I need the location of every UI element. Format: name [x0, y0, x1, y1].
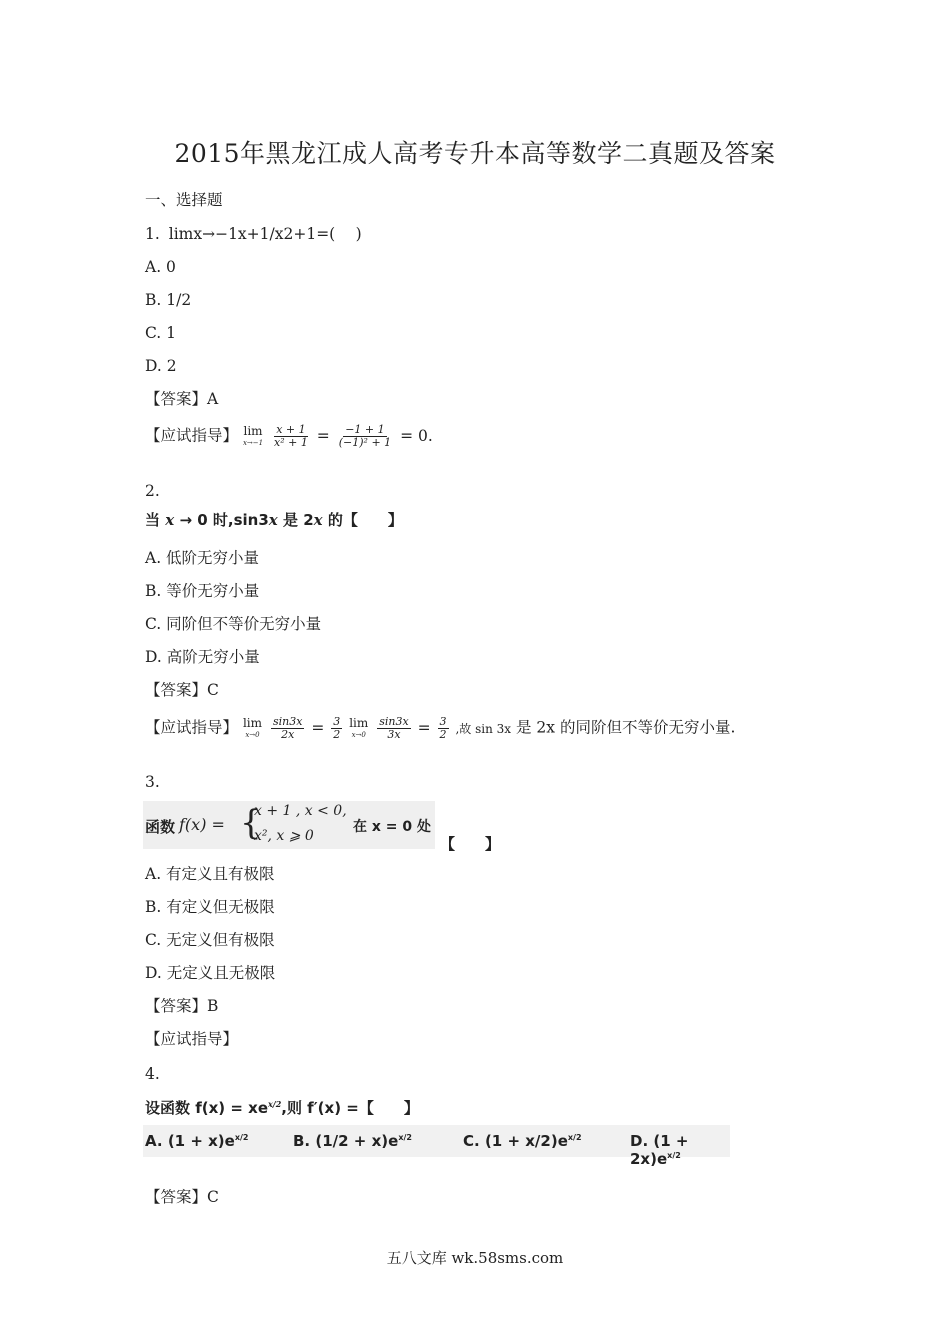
q2-answer: 【答案】C [145, 681, 219, 699]
q2-option-b: B. 等价无穷小量 [145, 582, 260, 600]
q2-option-a: A. 低阶无穷小量 [145, 549, 260, 567]
question-number: 1. [145, 225, 160, 243]
guide-conclusion: 是 2x 的同阶但不等价无穷小量. [516, 718, 736, 737]
question-2-stem: 当 x → 0 时,sin3x 是 2x 的【 】 [145, 511, 403, 529]
q3-option-c: C. 无定义但有极限 [145, 931, 275, 949]
question-3-number: 3. [145, 773, 160, 791]
q2-guide [145, 716, 735, 741]
q1-option-b: B. 1/2 [145, 291, 192, 309]
question-2-number: 2. [145, 482, 160, 500]
q3-bracket: 【 】 [440, 835, 501, 853]
question-4-stem: 设函数 $f(x) = xe^{x/2}$,则 f′(x) =【 】 [145, 1099, 419, 1117]
q3-guide: 【应试指导】 [145, 1030, 239, 1048]
question-4-number: 4. [145, 1065, 160, 1083]
question-3-formula-image: 函数 f(x) = { x + 1 , x < 0, x², x ⩾ 0 在 x = 0 处 [143, 801, 435, 849]
q2-option-c: C. 同阶但不等价无穷小量 [145, 615, 322, 633]
q1-answer: 【答案】A [145, 390, 219, 408]
q1-guide [145, 424, 433, 449]
guide-formula: lim x→0 $\frac{\sin 3x}{2x}$ = $\frac{3}{2}$ lim x→0 $\frac{\sin 3x}{3x}$ = $\frac{3}{2}$ ,故 sin 3x [242, 715, 512, 741]
page-footer: 五八文库 wk.58sms.com [386, 1249, 564, 1267]
question-4-choices-image [143, 1125, 730, 1168]
q3-option-a: A. 有定义且有极限 [145, 865, 275, 883]
q4-answer: 【答案】C [145, 1188, 219, 1206]
q4-choice-a: A. $(1 + x)e^{x/2}$ [145, 1132, 249, 1150]
guide-label: 【应试指导】 [145, 426, 239, 445]
guide-label: 【应试指导】 [145, 718, 239, 737]
q1-option-d: D. 2 [145, 357, 177, 375]
q1-option-a: A. 0 [145, 258, 176, 276]
guide-formula: lim x→−1 $\frac{x + 1}{\text{x² + 1}}$ = $\frac{-1 + 1}{\text{(−1)² + 1}}$ = 0. [242, 423, 433, 449]
question-text: limx→−1x+1/x2+1=( ) [168, 225, 362, 243]
q3-option-d: D. 无定义且无极限 [145, 964, 276, 982]
section-heading: 一、选择题 [145, 191, 223, 209]
q4-choice-d: D. $(1 + 2x)e^{x/2}$ [630, 1132, 689, 1168]
question-1-stem [145, 224, 362, 244]
document-title: 2015年黑龙江成人高考专升本高等数学二真题及答案 [174, 139, 776, 168]
q2-option-d: D. 高阶无穷小量 [145, 648, 260, 666]
q4-choice-b: B. $(1/2 + x)e^{x/2}$ [293, 1132, 412, 1150]
q4-choice-c: C. $(1 + x/2)e^{x/2}$ [463, 1132, 582, 1150]
q1-option-c: C. 1 [145, 324, 177, 342]
q3-answer: 【答案】B [145, 997, 219, 1015]
q3-option-b: B. 有定义但无极限 [145, 898, 275, 916]
